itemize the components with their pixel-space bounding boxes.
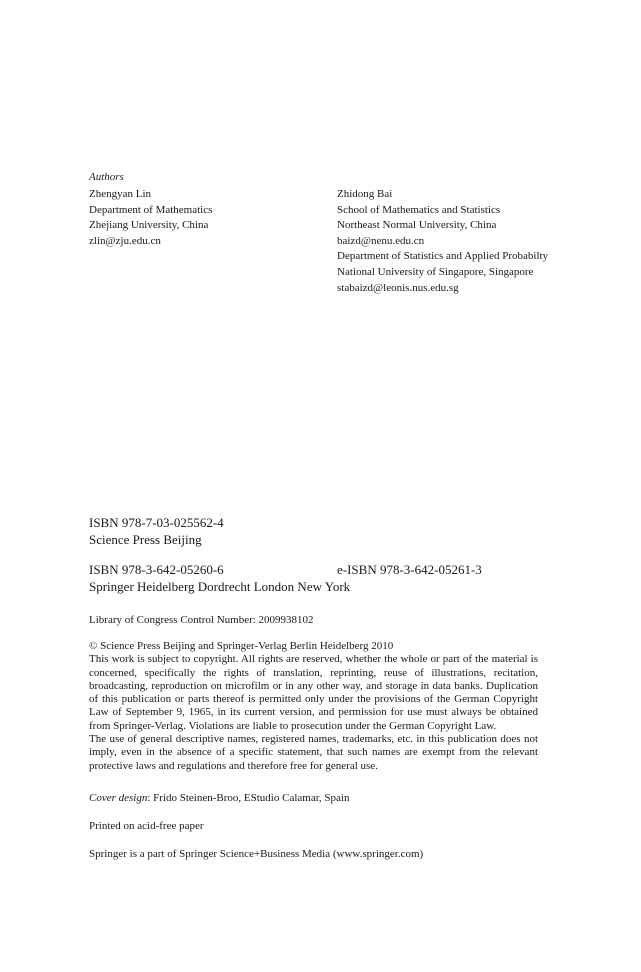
eisbn-springer: e-ISBN 978-3-642-05261-3 — [337, 562, 482, 577]
author-affiliation: National University of Singapore, Singapore — [337, 265, 534, 278]
author-email: zlin@zju.edu.cn — [89, 234, 161, 247]
publisher-china: Science Press Beijing — [89, 531, 202, 547]
isbn-china: ISBN 978-7-03-025562-4 — [89, 515, 224, 530]
cover-design-label: Cover design — [89, 792, 148, 804]
cover-design — [89, 791, 349, 805]
author-affiliation: School of Mathematics and Statistics — [337, 203, 501, 216]
author-email: baizd@nenu.edu.cn — [337, 234, 425, 247]
author-block-lin — [89, 187, 212, 249]
copyright-notice: © Science Press Beijing and Springer-Verlag Berlin Heidelberg 2010 — [89, 640, 394, 652]
author-block-bai — [337, 187, 548, 296]
author-affiliation: Department of Statistics and Applied Probabilty — [337, 250, 549, 263]
copyright-paragraph: This work is subject to copyright. All rights are reserved, whether the whole or part of the material is concerned, specifically the rights of translation, reprinting, reuse of illustrations, recitation, broadcasting, reproduction on microfilm or in any other way, and storage in data banks. Duplication of this publication or parts thereof is permitted only under the provisions of the German Copyright Law of September 9, 1965, in its current version, and permission for use must always be obtained from Springer-Verlag. Violations are liable to prosecution under the German Copyright Law. — [89, 653, 538, 732]
authors-heading: Authors — [89, 171, 124, 183]
isbn-china-block — [89, 515, 224, 548]
trademark-paragraph: The use of general descriptive names, registered names, trademarks, etc. in this publication does not imply, even in the absence of a specific statement, that such names are exempt from the relevant protective laws and regulations and therefore free for general use. — [89, 733, 538, 772]
author-name: Zhidong Bai — [337, 188, 393, 200]
springer-note: Springer is a part of Springer Science+Business Media (www.springer.com) — [89, 848, 424, 860]
copyright-block — [89, 640, 538, 773]
author-affiliation: Northeast Normal University, China — [337, 219, 497, 232]
isbn-springer-block — [89, 562, 549, 595]
author-affiliation: Department of Mathematics — [89, 203, 213, 216]
isbn-springer: ISBN 978-3-642-05260-6 — [89, 562, 224, 577]
lccn: Library of Congress Control Number: 2009938102 — [89, 614, 314, 626]
cover-design-value: : Frido Steinen-Broo, EStudio Calamar, Spain — [147, 792, 350, 804]
publisher-springer: Springer Heidelberg Dordrecht London New York — [89, 578, 351, 594]
acid-free-note: Printed on acid-free paper — [89, 820, 204, 832]
author-email: stabaizd@leonis.nus.edu.sg — [337, 281, 459, 294]
author-affiliation: Zhejiang University, China — [89, 219, 209, 232]
author-name: Zhengyan Lin — [89, 188, 152, 200]
isbn-row — [89, 562, 549, 579]
